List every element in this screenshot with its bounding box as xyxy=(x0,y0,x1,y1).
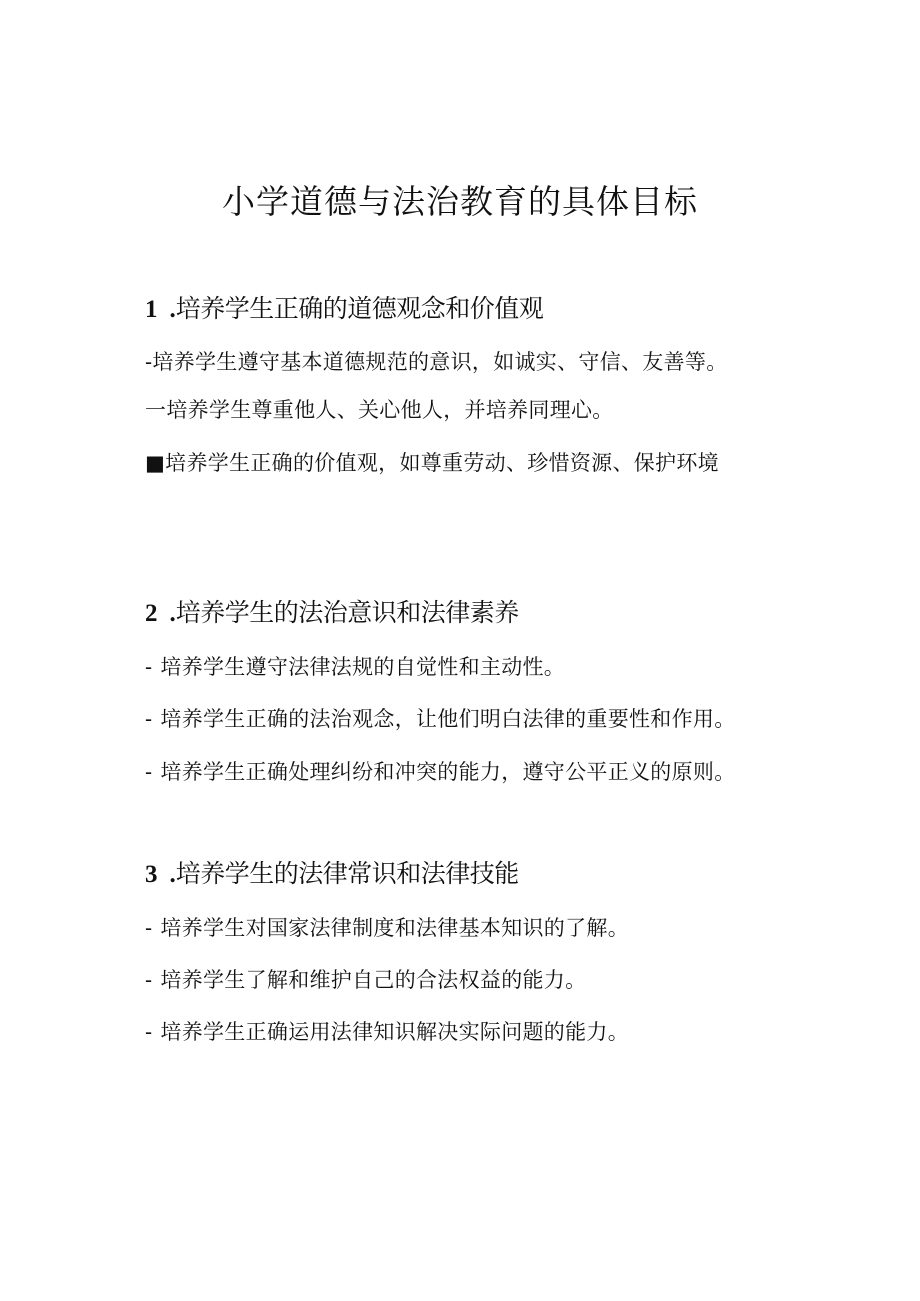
bullet-marker: - xyxy=(145,350,153,374)
list-item xyxy=(145,650,565,684)
list-item xyxy=(145,393,614,427)
section-title: 培养学生正确的道德观念和价值观 xyxy=(175,294,544,323)
section-3-heading xyxy=(145,855,519,894)
section-dot: . xyxy=(169,296,176,323)
list-item-text: 培养学生遵守基本道德规范的意识，如诚实、守信、友善等。 xyxy=(152,350,728,374)
list-item xyxy=(145,446,719,480)
list-item xyxy=(145,345,728,379)
section-2-heading xyxy=(145,594,519,633)
section-dot: . xyxy=(169,600,176,627)
document-title: 小学道德与法治教育的具体目标 xyxy=(222,182,698,221)
bullet-marker: - xyxy=(145,916,153,940)
list-item-text: 培养学生了解和维护自己的合法权益的能力。 xyxy=(160,968,587,992)
section-number: 2 xyxy=(145,600,158,627)
bullet-marker: - xyxy=(145,968,153,992)
list-item-text: 培养学生尊重他人、关心他人，并培养同理心。 xyxy=(166,398,614,422)
list-item-text: 培养学生正确处理纠纷和冲突的能力，遵守公平正义的原则。 xyxy=(160,760,736,784)
bullet-marker: 一 xyxy=(145,398,167,422)
section-title: 培养学生的法律常识和法律技能 xyxy=(175,859,519,888)
bullet-marker: - xyxy=(145,707,153,731)
list-item-text: 培养学生正确的价值观，如尊重劳动、珍惜资源、保护环境 xyxy=(165,451,719,475)
list-item-text: 培养学生对国家法律制度和法律基本知识的了解。 xyxy=(160,916,630,940)
bullet-marker: - xyxy=(145,655,153,679)
section-title: 培养学生的法治意识和法律素养 xyxy=(175,598,519,627)
list-item xyxy=(145,911,629,945)
list-item-text: 培养学生遵守法律法规的自觉性和主动性。 xyxy=(160,655,566,679)
list-item-text: 培养学生正确运用法律知识解决实际问题的能力。 xyxy=(160,1020,630,1044)
list-item xyxy=(145,755,736,789)
section-number: 3 xyxy=(145,861,158,888)
section-dot: . xyxy=(169,861,176,888)
list-item xyxy=(145,702,736,736)
section-number: 1 xyxy=(145,296,158,323)
section-1-heading xyxy=(145,290,543,329)
bullet-marker: - xyxy=(145,760,153,784)
list-item-text: 培养学生正确的法治观念，让他们明白法律的重要性和作用。 xyxy=(160,707,736,731)
list-item xyxy=(145,1015,629,1049)
bullet-marker: ■ xyxy=(145,451,166,475)
bullet-marker: - xyxy=(145,1020,153,1044)
list-item xyxy=(145,963,586,997)
